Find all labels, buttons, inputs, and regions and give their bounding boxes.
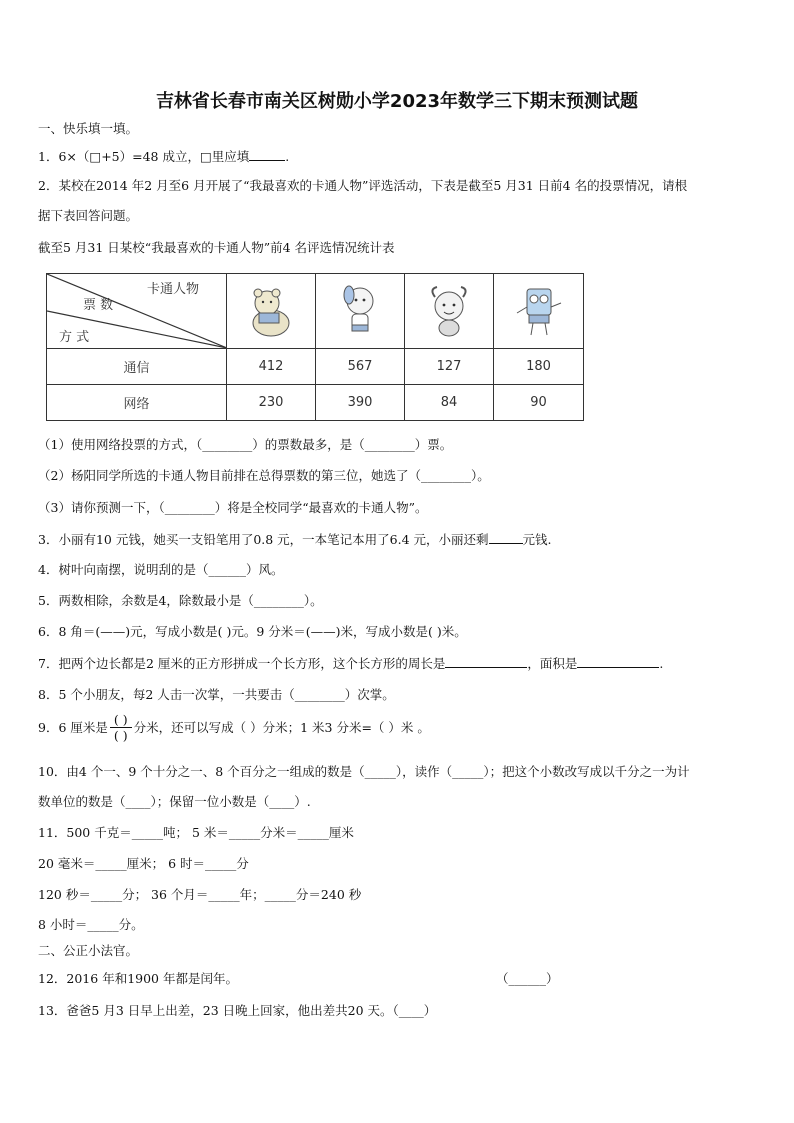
table-cell: 90 bbox=[494, 385, 584, 421]
vote-table-wrap bbox=[46, 273, 583, 419]
question-2-3: （3）请你预测一下，（________）将是全校同学“最喜欢的卡通人物”。 bbox=[38, 500, 428, 515]
question-7-text-a: 7．把两个边长都是2 厘米的正方形拼成一个长方形，这个长方形的周长是 bbox=[38, 656, 446, 671]
question-2-2: （2）杨阳同学所选的卡通人物目前排在总得票数的第三位，她选了（________）。 bbox=[38, 468, 490, 483]
question-7 bbox=[38, 655, 663, 672]
question-2-1: （1）使用网络投票的方式，（________）的票数最多，是（________）票。 bbox=[38, 437, 453, 452]
answer-blank bbox=[489, 531, 523, 544]
row-label: 通信 bbox=[47, 349, 227, 385]
question-10-line-2: 数单位的数是（____）；保留一位小数是（____）. bbox=[38, 794, 311, 809]
question-9-text-b: 分米，还可以写成（ ）分米；1 米3 分米=（ ）米 。 bbox=[133, 720, 430, 735]
table-row bbox=[47, 349, 584, 385]
vote-table bbox=[46, 273, 584, 421]
answer-blank bbox=[249, 148, 285, 161]
question-9-text-a: 9．6 厘米是 bbox=[38, 720, 108, 735]
dog-cartoon-icon bbox=[330, 281, 390, 341]
diagonal-header-cell bbox=[47, 274, 227, 349]
question-3 bbox=[38, 531, 552, 548]
header-votes-label: 票 数 bbox=[83, 298, 114, 313]
question-9 bbox=[38, 712, 430, 743]
question-6: 6．8 角＝(——)元，写成小数是( )元。9 分米＝(——)米，写成小数是( )米。 bbox=[38, 624, 467, 639]
section-2-heading: 二、公正小法官。 bbox=[38, 943, 139, 958]
character-cell-3 bbox=[405, 274, 494, 349]
fraction-numerator: ( ) bbox=[110, 712, 132, 728]
table-cell: 127 bbox=[405, 349, 494, 385]
question-1-text: 1．6×（□+5）=48 成立，□里应填 bbox=[38, 149, 250, 164]
question-13: 13．爸爸5 月3 日早上出差，23 日晚上回家，他出差共20 天。（____） bbox=[38, 1003, 437, 1018]
table-cell: 390 bbox=[316, 385, 405, 421]
question-5: 5．两数相除，余数是4，除数最小是（________）。 bbox=[38, 593, 323, 608]
question-9-fraction bbox=[110, 712, 132, 743]
table-cell: 84 bbox=[405, 385, 494, 421]
sponge-cartoon-icon bbox=[509, 281, 569, 341]
header-characters-label: 卡通人物 bbox=[147, 282, 200, 297]
question-8: 8．5 个小朋友，每2 人击一次掌，一共要击（________）次掌。 bbox=[38, 687, 395, 702]
question-12-answer: （______） bbox=[496, 971, 559, 986]
question-11-line-4: 8 小时＝_____分。 bbox=[38, 917, 144, 932]
table-cell: 412 bbox=[227, 349, 316, 385]
section-1-heading: 一、快乐填一填。 bbox=[38, 121, 139, 136]
question-11-line-3: 120 秒＝_____分； 36 个月＝_____年；_____分＝240 秒 bbox=[38, 887, 362, 902]
page-title: 吉林省长春市南关区树勋小学2023年数学三下期末预测试题 bbox=[155, 91, 639, 112]
table-cell: 230 bbox=[227, 385, 316, 421]
question-1 bbox=[38, 148, 289, 165]
goat-cartoon-icon bbox=[419, 281, 479, 341]
table-cell: 180 bbox=[494, 349, 584, 385]
question-4: 4．树叶向南摆，说明刮的是（______）风。 bbox=[38, 562, 284, 577]
answer-blank bbox=[445, 655, 527, 668]
row-label: 网络 bbox=[47, 385, 227, 421]
question-11-line-1: 11．500 千克＝_____吨； 5 米＝_____分米＝_____厘米 bbox=[38, 825, 354, 840]
question-7-text-b: ，面积是 bbox=[527, 656, 578, 671]
table-caption: 截至5 月31 日某校“我最喜欢的卡通人物”前4 名评选情况统计表 bbox=[38, 240, 395, 255]
question-12: 12．2016 年和1900 年都是闰年。 bbox=[38, 971, 238, 986]
answer-blank bbox=[577, 655, 659, 668]
character-cell-2 bbox=[316, 274, 405, 349]
header-method-label: 方 式 bbox=[59, 330, 90, 345]
table-cell: 567 bbox=[316, 349, 405, 385]
fraction-denominator: ( ) bbox=[113, 728, 128, 743]
table-header-row bbox=[47, 274, 584, 349]
question-2-line-2: 据下表回答问题。 bbox=[38, 208, 139, 223]
question-7-end: . bbox=[659, 656, 664, 671]
character-cell-1 bbox=[227, 274, 316, 349]
bear-cartoon-icon bbox=[241, 281, 301, 341]
question-10-line-1: 10．由4 个一、9 个十分之一、8 个百分之一组成的数是（_____），读作（_____）；把这个小数改写成以千分之一为计 bbox=[38, 764, 690, 779]
question-1-end: . bbox=[285, 149, 290, 164]
character-cell-4 bbox=[494, 274, 584, 349]
question-3-end: 元钱. bbox=[522, 532, 552, 547]
table-row bbox=[47, 385, 584, 421]
question-11-line-2: 20 毫米＝_____厘米； 6 时＝_____分 bbox=[38, 856, 249, 871]
question-2-line-1: 2．某校在2014 年2 月至6 月开展了“我最喜欢的卡通人物”评选活动，下表是截至5 月31 日前4 名的投票情况，请根 bbox=[38, 178, 688, 193]
question-3-text: 3．小丽有10 元钱，她买一支铅笔用了0.8 元，一本笔记本用了6.4 元，小丽还剩 bbox=[38, 532, 489, 547]
